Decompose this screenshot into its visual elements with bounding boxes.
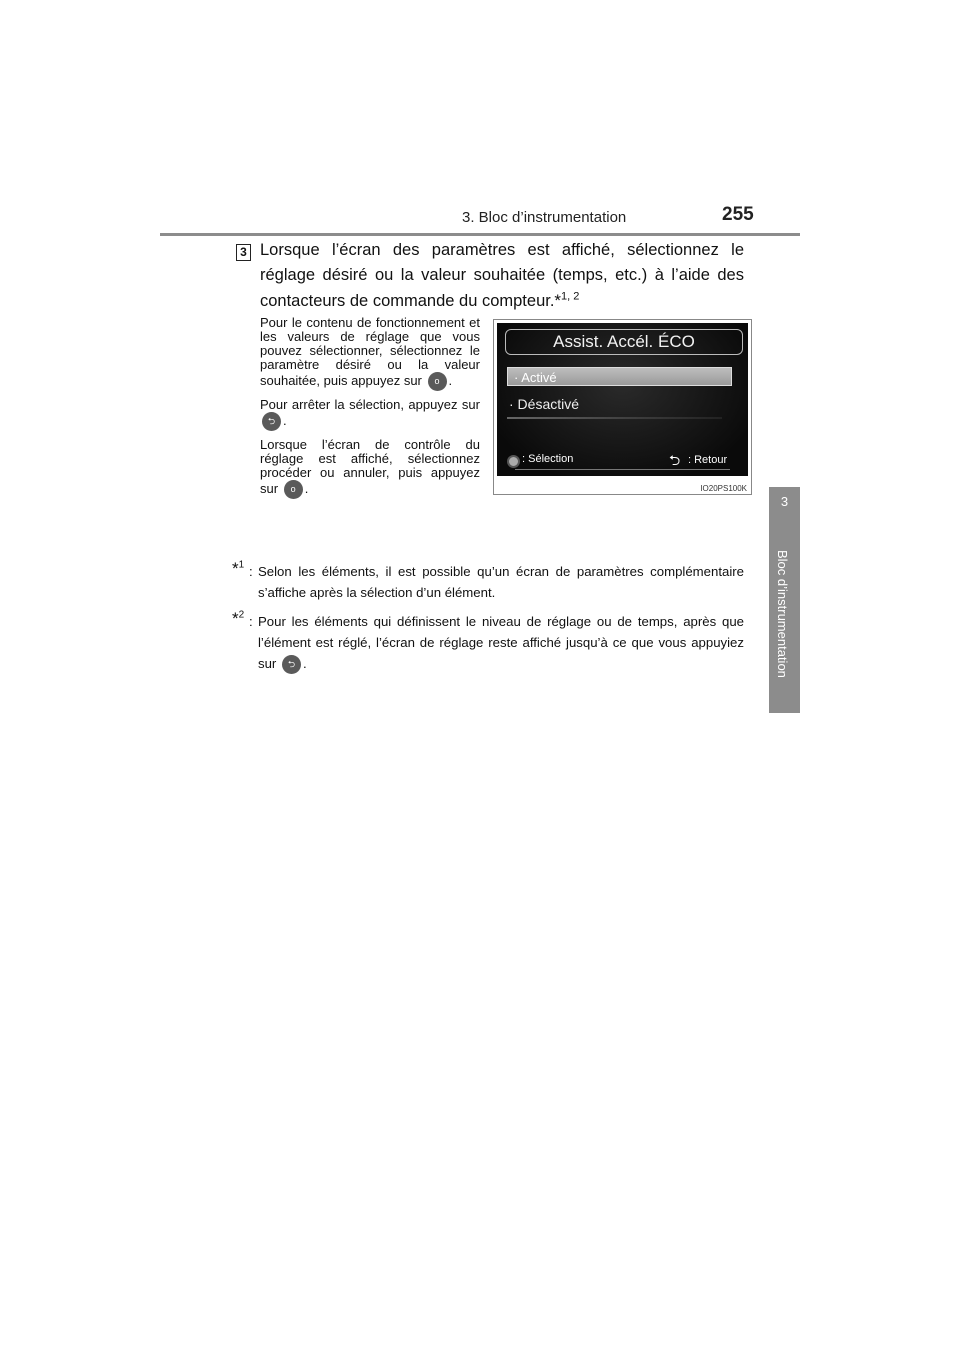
step-ref-numbers: 1, 2 [561,290,580,303]
select-button-icon: o [428,372,447,391]
side-tab-number: 3 [780,494,789,509]
page-number: 255 [722,204,754,225]
footnote-2-mark: *$^2$ [232,609,245,628]
back-arrow-icon: ⮌ [669,452,681,468]
description-p2: Pour arrêter la sélection, appuyez sur ⮌ . [260,398,480,431]
image-code: IO20PS100K [700,484,747,493]
step-ref-marker: * [554,291,562,310]
description-p1: Pour le contenu de fonctionnement et les valeurs de réglage que vous pouvez sélectionner, sélectionnez le paramètre désiré ou la valeur souhaitée, puis appuyez sur o . [260,316,480,391]
screen-title: Assist. Accél. ÉCO [505,329,743,355]
header-section-title: 3. Bloc d’instrumentation [462,209,627,226]
side-tab [769,487,800,713]
back-button-icon: ⮌ [262,412,281,431]
footnote-2: *$^2$ : Pour les éléments qui définissent le niveau de réglage ou de temps, après que l’élément est réglé, l’écran de réglage reste affiché jusqu’à ce que vous appuyiez sur ⮌ . [232,611,744,674]
display-screen [497,323,748,476]
footnotes [232,561,744,682]
screen-footer [497,447,748,476]
footer-line [515,469,730,470]
header-rule [160,233,800,236]
footnote-1: *$^1$ : Selon les éléments, il est possible qu’un écran de paramètres complémentaire s’affiche après la sélection d’un élément. [232,559,744,600]
footnote-1-mark: *$^1$ [232,559,245,578]
footnote-2-text: Pour les éléments qui définissent le niveau de réglage ou de temps, après que l’élément est réglé, l’écran de réglage reste affiché jusqu’à ce que vous appuyiez sur [258,614,744,671]
footer-select-label: : Sélection [522,453,574,465]
option-inactive: · Désactivé [509,396,580,412]
option-separator [507,417,722,419]
footnote-1-text: Selon les éléments, il est possible qu’un écran de paramètres complémentaire s’affiche après la sélection d’un élément. [258,564,744,600]
option-active: · Activé [507,367,732,386]
select-button-icon: o [284,480,303,499]
description [260,316,480,506]
footer-back-label: : Retour [688,454,728,466]
side-tab-label: Bloc d’instrumentation [775,550,790,678]
back-button-icon: ⮌ [282,655,301,674]
step-instruction: Lorsque l’écran des paramètres est affiché, sélectionnez le réglage désiré ou la valeur souhaitée (temps, etc.) à l’aide des contacteurs de commande du compteur. [260,241,744,310]
display-screenshot [493,319,752,495]
step-number-box: 3 [236,244,251,261]
description-p3: Lorsque l’écran de contrôle du réglage est affiché, sélectionnez procéder ou annuler, puis appuyez sur o . [260,438,480,499]
step-text [260,238,744,314]
select-button-icon [507,455,520,468]
